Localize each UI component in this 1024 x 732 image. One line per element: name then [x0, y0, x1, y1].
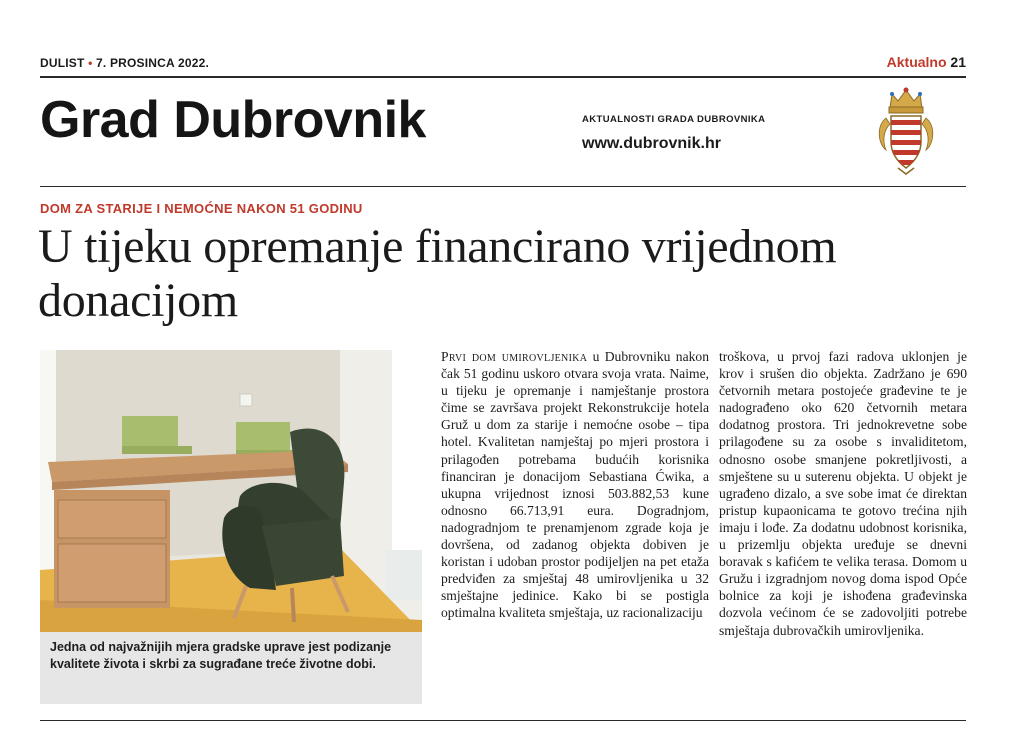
separator-dot: • — [84, 56, 97, 70]
article-headline: U tijeku opremanje financirano vrijednom donacijom — [38, 220, 837, 327]
dubrovnik-coat-of-arms-icon — [876, 84, 936, 176]
issue-date: 7. PROSINCA 2022. — [96, 56, 210, 70]
publication-name: DULIST — [40, 56, 85, 70]
article-photo — [40, 350, 422, 632]
masthead-divider — [40, 186, 966, 187]
article-lead-in: Prvi dom umirovljenika — [441, 349, 588, 364]
website-link[interactable]: www.dubrovnik.hr — [582, 135, 721, 152]
section-name: Aktualno — [886, 54, 947, 70]
masthead-tagline: AKTUALNOSTI GRADA DUBROVNIKA — [582, 114, 766, 125]
issue-info — [40, 56, 209, 70]
page-header — [40, 56, 966, 78]
page-number: 21 — [950, 54, 966, 70]
bottom-divider — [40, 720, 966, 721]
article-column-2: troškova, u prvoj fazi radova uklonjen je krov i srušen dio objekta. Zadržano je 690 četvornih metara postojeće građevine te je nadograđeno oko 620 četvornih metara dodatnog prostora. Tri jednokrevetne sobe prilagođene su za osobe s invaliditetom, odnosno osobe smanjene pokretljivosti, a smještene su u suterenu objekta. U objekt je ugrađeno dizalo, a sve sobe imat će direktan pristup kupaonicama te gotovo trećina njih imaju i lođe. Za dodatnu udobnost korisnika, u prizemlju objekta uređuje se dnevni boravak s kafićem te velika terasa. Domom u Gružu i izgradnjom novog doma ispod Opće bolnice za koji je ishođena građevinska dozvola većinom će se zadovoljiti potrebe smještaja dubrovačkih umirovljenika. — [719, 349, 967, 638]
masthead-title: Grad Dubrovnik — [40, 91, 426, 149]
section-page — [887, 54, 966, 70]
article-column-1 — [441, 348, 709, 622]
column-1-text: u Dubrovniku nakon čak 51 godinu uskoro otvara svoja vrata. Naime, u tijeku je opremanje i namještanje prostora čime se završava projekt Rekonstrukcije hotela Gruž u dom za starije i nemoćne osobe – tipa hotel. Kvalitetan namještaj po mjeri prostora i prilagođen potrebama budućih korisnika financiran je donacijom Sebastiana Ćwika, a ukupna vrijednost iznosi 503.882,53 kune odnosno 66.713,91 eura. Dogradnjom, nadogradnjom te prenamjenom zgrade koja je dovršena, od zadanog objekta dobiven je koristan i udoban prostor podijeljen na pet etaža predviđen za smještaj 48 umirovljenika u 32 smještajne jedinice. Kako bi se postigla optimalna kvaliteta smještaja, uz racionalizaciju — [441, 349, 710, 621]
photo-caption: Jedna od najvažnijih mjera gradske uprave jest podizanje kvalitete života i skrbi za sugrađane treće životne dobi. — [40, 632, 422, 704]
article-kicker: DOM ZA STARIJE I NEMOĆNE NAKON 51 GODINU — [40, 201, 363, 216]
